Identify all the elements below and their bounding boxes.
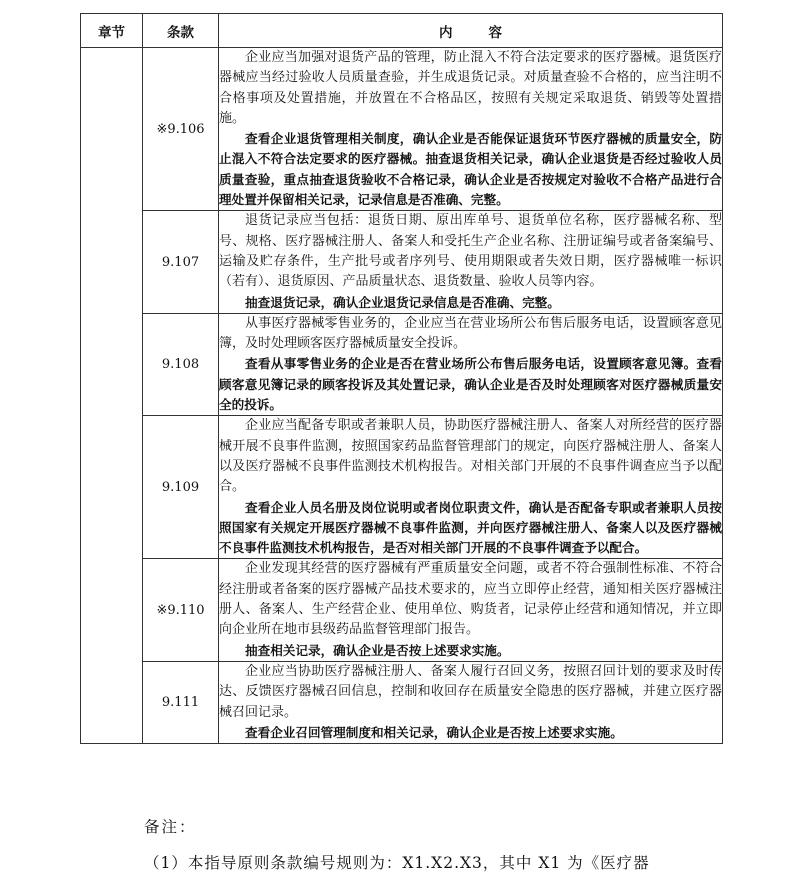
clause-number: 9.109 bbox=[143, 416, 219, 559]
check-method-text: 抽查相关记录，确认企业是否按上述要求实施。 bbox=[245, 642, 510, 658]
content-cell bbox=[219, 211, 723, 313]
table-row bbox=[81, 48, 723, 211]
check-method-text: 查看企业人员名册及岗位说明或者岗位职责文件，确认是否配备专职或者兼职人员按照国家有关规定开展医疗器械不良事件监测，并向医疗器械注册人、备案人以及医疗器械不良事件监测技术机构报告，是否对相关部门开展的不良事件调查予以配合。 bbox=[219, 499, 722, 556]
table-row bbox=[81, 661, 723, 743]
requirement-text: 企业应当加强对退货产品的管理，防止混入不符合法定要求的医疗器械。退货医疗器械应当经过验收人员质量查验，并生成退货记录。对质量查验不合格的，应当注明不合格事项及处置措施，并放置在不合格品区，按照有关规定采取退货、销毁等处置措施。 bbox=[219, 50, 722, 126]
content-cell bbox=[219, 416, 723, 559]
notes-title: 备注： bbox=[144, 818, 197, 836]
clause-number: 9.111 bbox=[143, 661, 219, 743]
requirement-text: 退货记录应当包括：退货日期、原出库单号、退货单位名称，医疗器械名称、型号、规格、医疗器械注册人、备案人和受托生产企业名称、注册证编号或者备案编号、运输及贮存条件，生产批号或者序列号、使用期限或者失效日期，医疗器械唯一标识（若有）、退货原因、产品质量状态、退货数量、验收人员等内容。 bbox=[219, 213, 722, 290]
content-cell bbox=[219, 48, 723, 211]
check-method-text: 查看企业退货管理相关制度，确认企业是否能保证退货环节医疗器械的质量安全，防止混入不符合法定要求的医疗器械。抽查退货相关记录，确认企业退货是否经过验收人员质量查验，重点抽查退货验收不合格记录，确认企业是否按规定对验收不合格产品进行合理处置并保留相关记录，记录信息是否准确、完整。 bbox=[219, 131, 722, 208]
clause-number: 9.108 bbox=[143, 313, 219, 415]
header-clause: 条款 bbox=[143, 14, 219, 48]
requirement-text: 企业发现其经营的医疗器械有严重质量安全问题，或者不符合强制性标准、不符合经注册或者备案的医疗器械产品技术要求的，应当立即停止经营，通知相关医疗器械注册人、备案人、生产经营企业、使用单位、购货者，记录停止经营和通知情况，并立即向企业所在地市县级药品监督管理部门报告。 bbox=[219, 561, 722, 638]
clause-number: 9.107 bbox=[143, 211, 219, 313]
content-cell bbox=[219, 559, 723, 661]
requirement-text: 企业应当协助医疗器械注册人、备案人履行召回义务，按照召回计划的要求及时传达、反馈医疗器械召回信息，控制和收回存在质量安全隐患的医疗器械，并建立医疗器械召回记录。 bbox=[219, 663, 722, 720]
table-header-row bbox=[81, 14, 723, 48]
header-chapter: 章节 bbox=[81, 14, 143, 48]
check-method-text: 查看从事零售业务的企业是否在营业场所公布售后服务电话，设置顾客意见簿。查看顾客意见簿记录的顾客投诉及其处置记录，确认企业是否及时处理顾客对医疗器械质量安全的投诉。 bbox=[219, 356, 722, 413]
table-row bbox=[81, 313, 723, 415]
inspection-table bbox=[80, 13, 723, 744]
table-row bbox=[81, 211, 723, 313]
requirement-text: 企业应当配备专职或者兼职人员，协助医疗器械注册人、备案人对所经营的医疗器械开展不良事件监测，按照国家药品监督管理部门的规定，向医疗器械注册人、备案人以及医疗器械不良事件监测技术机构报告。对相关部门开展的不良事件调查应当予以配合。 bbox=[219, 418, 722, 495]
requirement-text: 从事医疗器械零售业务的，企业应当在营业场所公布售后服务电话，设置顾客意见簿，及时处理顾客医疗器械质量安全投诉。 bbox=[219, 315, 722, 352]
check-method-text: 抽查退货记录，确认企业退货记录信息是否准确、完整。 bbox=[245, 294, 560, 310]
clause-number: ※9.110 bbox=[143, 559, 219, 661]
clause-number: ※9.106 bbox=[143, 48, 219, 211]
table-row bbox=[81, 416, 723, 559]
check-method-text: 查看企业召回管理制度和相关记录，确认企业是否按上述要求实施。 bbox=[245, 724, 623, 740]
content-cell bbox=[219, 661, 723, 743]
header-content: 内容 bbox=[219, 14, 723, 48]
table-row bbox=[81, 559, 723, 661]
notes-line: （1）本指导原则条款编号规则为：X1.X2.X3，其中 X1 为《医疗器 bbox=[144, 854, 650, 872]
chapter-cell bbox=[81, 48, 143, 744]
content-cell bbox=[219, 313, 723, 415]
